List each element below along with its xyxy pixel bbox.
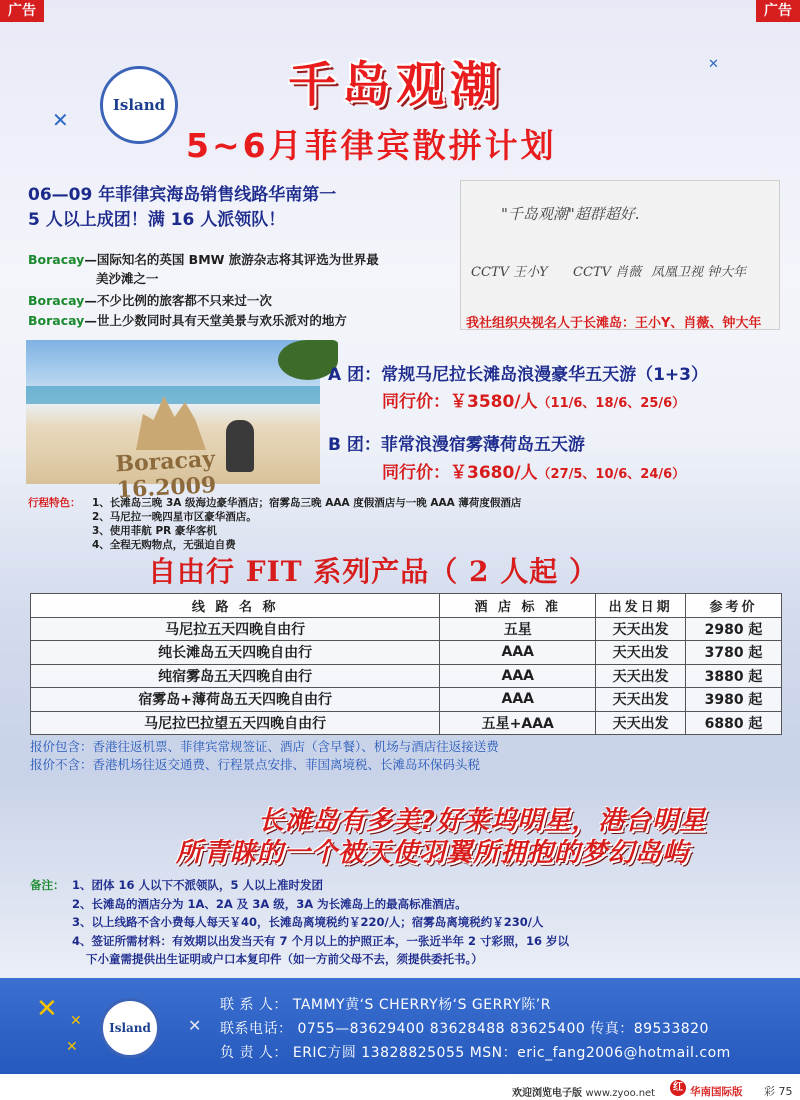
feature-item: 3、使用菲航 PR 豪华客机	[92, 525, 217, 537]
cell-price: 2980 起	[686, 617, 782, 641]
ad-tag-right: 广告	[756, 0, 800, 22]
tour-b-title: B 团：菲常浪漫宿雾薄荷岛五天游	[328, 435, 585, 455]
signature-line: 凤凰卫视 钟大年	[651, 265, 747, 280]
table-row	[31, 711, 782, 735]
header-hotel: 酒 店 标 准	[440, 594, 596, 618]
slogan-line: 长滩岛有多美?好莱坞明星，港台明星	[258, 806, 707, 836]
boracay-line: Boracay—国际知名的英国 BMW 旅游杂志将其评选为世界最	[28, 252, 379, 267]
cell-hotel: AAA	[440, 688, 596, 712]
features-label: 行程特色：	[28, 497, 81, 509]
signature-image	[460, 180, 780, 330]
page-subtitle: 5~6月菲律宾散拼计划	[186, 126, 557, 165]
table-row	[31, 641, 782, 665]
tour-a-price: 同行价：￥3580/人（11/6、18/6、25/6）	[382, 392, 686, 412]
routes-table	[30, 593, 782, 735]
cell-price: 3980 起	[686, 688, 782, 712]
cell-price: 3880 起	[686, 664, 782, 688]
cell-departure: 天天出发	[596, 617, 686, 641]
signature-line: CCTV 肖薇	[573, 265, 642, 280]
feature-item: 1、长滩岛三晚 3A 级海边豪华酒店；宿雾岛三晚 AAA 度假酒店与一晚 AAA 薄荷度假酒店	[92, 497, 522, 509]
boracay-line: Boracay—世上少数同时具有天堂美景与欢乐派对的地方	[28, 313, 347, 328]
table-row	[31, 617, 782, 641]
publication-name: 华南国际版	[690, 1086, 743, 1098]
table-row	[31, 688, 782, 712]
cell-price: 3780 起	[686, 641, 782, 665]
signature-caption: 我社组织央视名人于长滩岛：王小Y、肖薇、钟大年	[466, 316, 762, 331]
cell-departure: 天天出发	[596, 711, 686, 735]
publication-icon: 红	[670, 1080, 686, 1096]
contact-manager: 负 责 人： ERIC方圆 13828825055 MSN：eric_fang2006@hotmail.com	[220, 1045, 731, 1061]
boracay-line-cont: 美沙滩之一	[96, 271, 159, 286]
header-departure: 出发日期	[596, 594, 686, 618]
table-row	[31, 664, 782, 688]
headline-group: 5 人以上成团！满 16 人派领队！	[28, 210, 286, 230]
cell-hotel: 五星+AAA	[440, 711, 596, 735]
cell-route: 马尼拉五天四晚自由行	[31, 617, 440, 641]
ad-tag-left: 广告	[0, 0, 44, 22]
table-header-row	[31, 594, 782, 618]
sand-text: Boracay 16.2009	[114, 446, 217, 504]
headline-sales: 06—09 年菲律宾海岛销售线路华南第一	[28, 185, 337, 205]
remark-item: 2、长滩岛的酒店分为 1A、2A 及 3A 级，3A 为长滩岛上的最高标准酒店。	[72, 896, 467, 911]
slogan-line: 所青睐的一个被天使羽翼所拥抱的梦幻岛屿	[176, 838, 690, 868]
feature-item: 2、马尼拉一晚四星市区豪华酒店。	[92, 511, 257, 523]
boracay-line: Boracay—不少比例的旅客都不只来过一次	[28, 293, 272, 308]
page-title: 千岛观潮	[288, 57, 505, 113]
photo-sea	[26, 386, 320, 404]
sparkle-icon: ✕	[188, 1016, 202, 1035]
island-logo-footer: Island	[100, 998, 160, 1058]
cell-route: 马尼拉巴拉望五天四晚自由行	[31, 711, 440, 735]
contact-people: 联 系 人： TAMMY黄‘S CHERRY杨‘S GERRY陈’R	[220, 997, 551, 1013]
remark-item: 下小童需提供出生证明或户口本复印件（如一方前父母不去，须提供委托书。）	[86, 952, 483, 966]
cell-hotel: AAA	[440, 664, 596, 688]
remark-item: 3、以上线路不含小费每人每天￥40，长滩岛离境税约￥220/人；宿雾岛离境税约￥230/人	[72, 915, 544, 929]
remarks	[30, 876, 570, 966]
cell-route: 纯长滩岛五天四晚自由行	[31, 641, 440, 665]
sparkle-icon: ✕	[708, 57, 719, 72]
contact-phones: 联系电话： 0755—83629400 83628488 83625400 传真：89533820	[220, 1021, 709, 1037]
header-route: 线 路 名 称	[31, 594, 440, 618]
cell-departure: 天天出发	[596, 664, 686, 688]
sparkle-icon: ✕	[52, 108, 69, 132]
cell-departure: 天天出发	[596, 641, 686, 665]
signature-line: "千岛观潮"超群超好.	[501, 205, 640, 223]
island-logo: Island	[100, 66, 178, 144]
cell-price: 6880 起	[686, 711, 782, 735]
price-included-note: 报价包含：香港往返机票、菲律宾常规签证、酒店（含早餐）、机场与酒店往返接送费	[30, 739, 499, 754]
feature-item: 4、全程无购物点，无强迫自费	[92, 539, 236, 551]
site-url[interactable]: www.zyoo.net	[585, 1088, 656, 1099]
price-excluded-note: 报价不含：香港机场往返交通费、行程景点安排、菲国离境税、长滩岛环保码头税	[30, 757, 481, 772]
remark-item: 4、签证所需材料：有效期以出发当天有 7 个月以上的护照正本，一张近半年 2 寸彩照，16 岁以	[72, 933, 570, 948]
cell-route: 纯宿雾岛五天四晚自由行	[31, 664, 440, 688]
cell-hotel: 五星	[440, 617, 596, 641]
sparkle-icon: ✕	[66, 1039, 78, 1055]
sparkle-icon: ✕	[36, 994, 58, 1024]
tour-a-title: A 团：常规马尼拉长滩岛浪漫豪华五天游（1+3）	[328, 365, 708, 385]
signature-line: CCTV 王小Y	[471, 265, 548, 280]
sparkle-icon: ✕	[70, 1013, 82, 1029]
cell-route: 宿雾岛+薄荷岛五天四晚自由行	[31, 688, 440, 712]
page-number: 彩 75	[764, 1085, 793, 1098]
remarks-label: 备注：	[30, 878, 65, 892]
itinerary-features	[28, 496, 522, 551]
cell-departure: 天天出发	[596, 688, 686, 712]
cell-hotel: AAA	[440, 641, 596, 665]
tour-b-price: 同行价：￥3680/人（27/5、10/6、24/6）	[382, 463, 686, 483]
welcome-text: 欢迎浏览电子版 www.zyoo.net	[512, 1088, 656, 1099]
remark-item: 1、团体 16 人以下不派领队，5 人以上准时发团	[72, 878, 324, 892]
header-price: 参考价	[686, 594, 782, 618]
fit-section-title: 自由行 FIT 系列产品（ 2 人起 ）	[148, 555, 599, 588]
